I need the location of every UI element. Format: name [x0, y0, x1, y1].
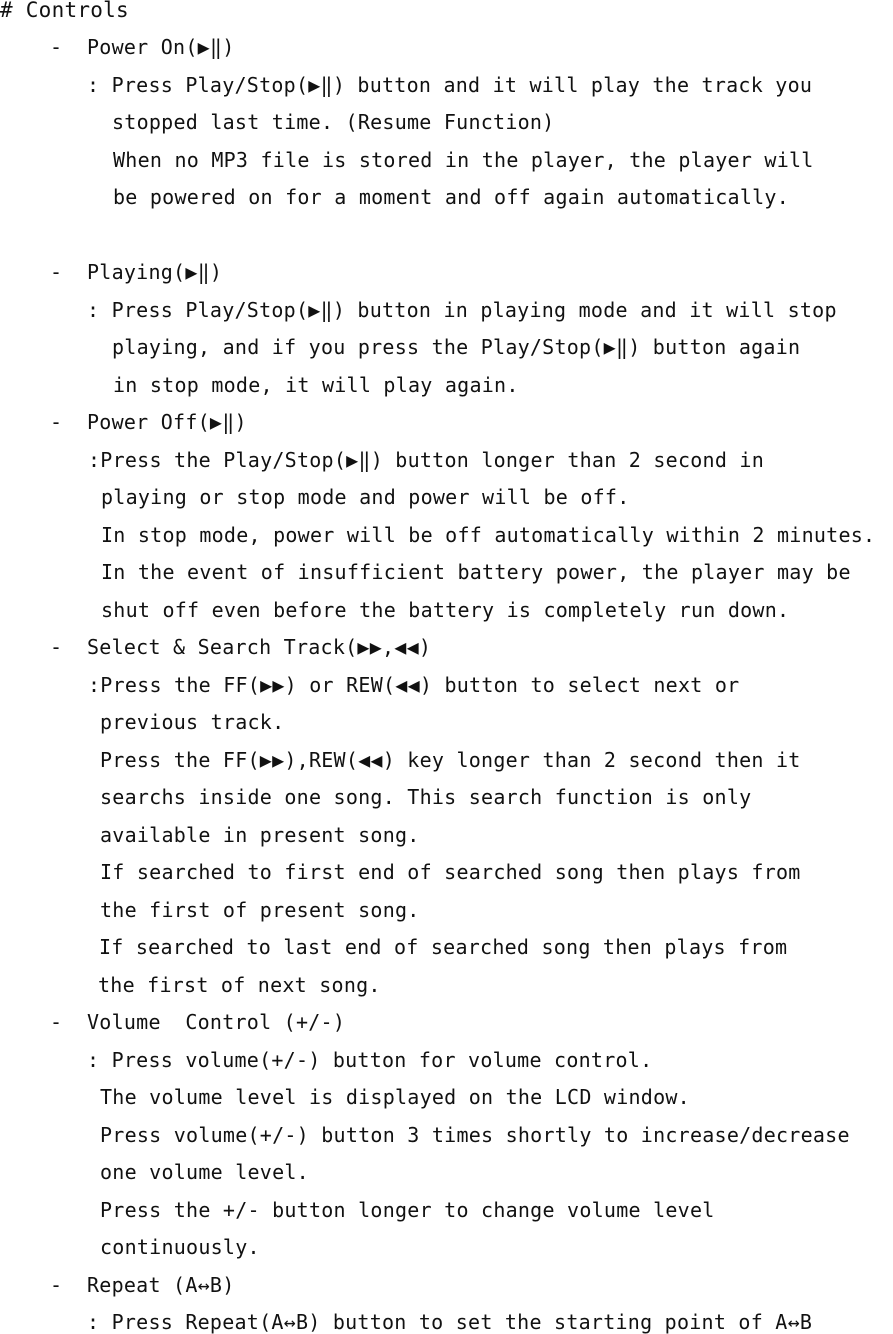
bullet-dash: - — [50, 635, 63, 659]
section-title-volume: Volume Control (+/-) — [87, 1010, 346, 1034]
text-line: In stop mode, power will be off automatically within 2 minutes. — [101, 523, 876, 547]
text-line: :Press the FF(▶▶) or REW(◀◀) button to select next or — [88, 673, 740, 697]
section-title-playing: Playing(▶‖) — [87, 260, 223, 284]
text-line: If searched to last end of searched song then plays from — [99, 935, 788, 959]
text-line: the first of next song. — [98, 973, 381, 997]
text-line: be powered on for a moment and off again automatically. — [113, 185, 790, 209]
bullet-dash: - — [50, 410, 63, 434]
text-line: Press volume(+/-) button 3 times shortly to increase/decrease — [100, 1123, 850, 1147]
text-line: When no MP3 file is stored in the player, the player will — [113, 148, 814, 172]
section-title-select-search: Select & Search Track(▶▶,◀◀) — [87, 635, 432, 659]
text-line: shut off even before the battery is completely run down. — [101, 598, 790, 622]
section-title-repeat: Repeat (A↔B) — [87, 1273, 235, 1297]
text-line: : Press Play/Stop(▶‖) button in playing mode and it will stop — [87, 298, 837, 322]
text-line: If searched to first end of searched song then plays from — [100, 860, 801, 884]
text-line: : Press volume(+/-) button for volume control. — [87, 1048, 653, 1072]
text-line: :Press the Play/Stop(▶‖) button longer than 2 second in — [88, 448, 765, 472]
text-line: previous track. — [100, 710, 285, 734]
text-line: : Press Play/Stop(▶‖) button and it will play the track you — [87, 73, 813, 97]
text-line: : Press Repeat(A↔B) button to set the starting point of A↔B — [87, 1310, 813, 1334]
section-title-power-on: Power On(▶‖) — [87, 35, 235, 59]
text-line: the first of present song. — [100, 898, 420, 922]
text-line: searchs inside one song. This search function is only — [100, 785, 752, 809]
text-line: Press the +/- button longer to change volume level — [100, 1198, 715, 1222]
text-line: stopped last time. (Resume Function) — [112, 110, 555, 134]
text-line: continuously. — [100, 1235, 260, 1259]
text-line: one volume level. — [100, 1160, 309, 1184]
text-line: in stop mode, it will play again. — [113, 373, 519, 397]
bullet-dash: - — [50, 35, 63, 59]
section-title-power-off: Power Off(▶‖) — [87, 410, 247, 434]
page-heading: # Controls — [0, 0, 129, 22]
bullet-dash: - — [50, 1273, 63, 1297]
text-line: available in present song. — [100, 823, 420, 847]
text-line: playing or stop mode and power will be off. — [101, 485, 630, 509]
text-line: Press the FF(▶▶),REW(◀◀) key longer than 2 second then it — [100, 748, 801, 772]
bullet-dash: - — [50, 1010, 63, 1034]
bullet-dash: - — [50, 260, 63, 284]
text-line: playing, and if you press the Play/Stop(▶‖) button again — [112, 335, 801, 359]
text-line: The volume level is displayed on the LCD window. — [100, 1085, 690, 1109]
text-line: In the event of insufficient battery power, the player may be — [101, 560, 851, 584]
